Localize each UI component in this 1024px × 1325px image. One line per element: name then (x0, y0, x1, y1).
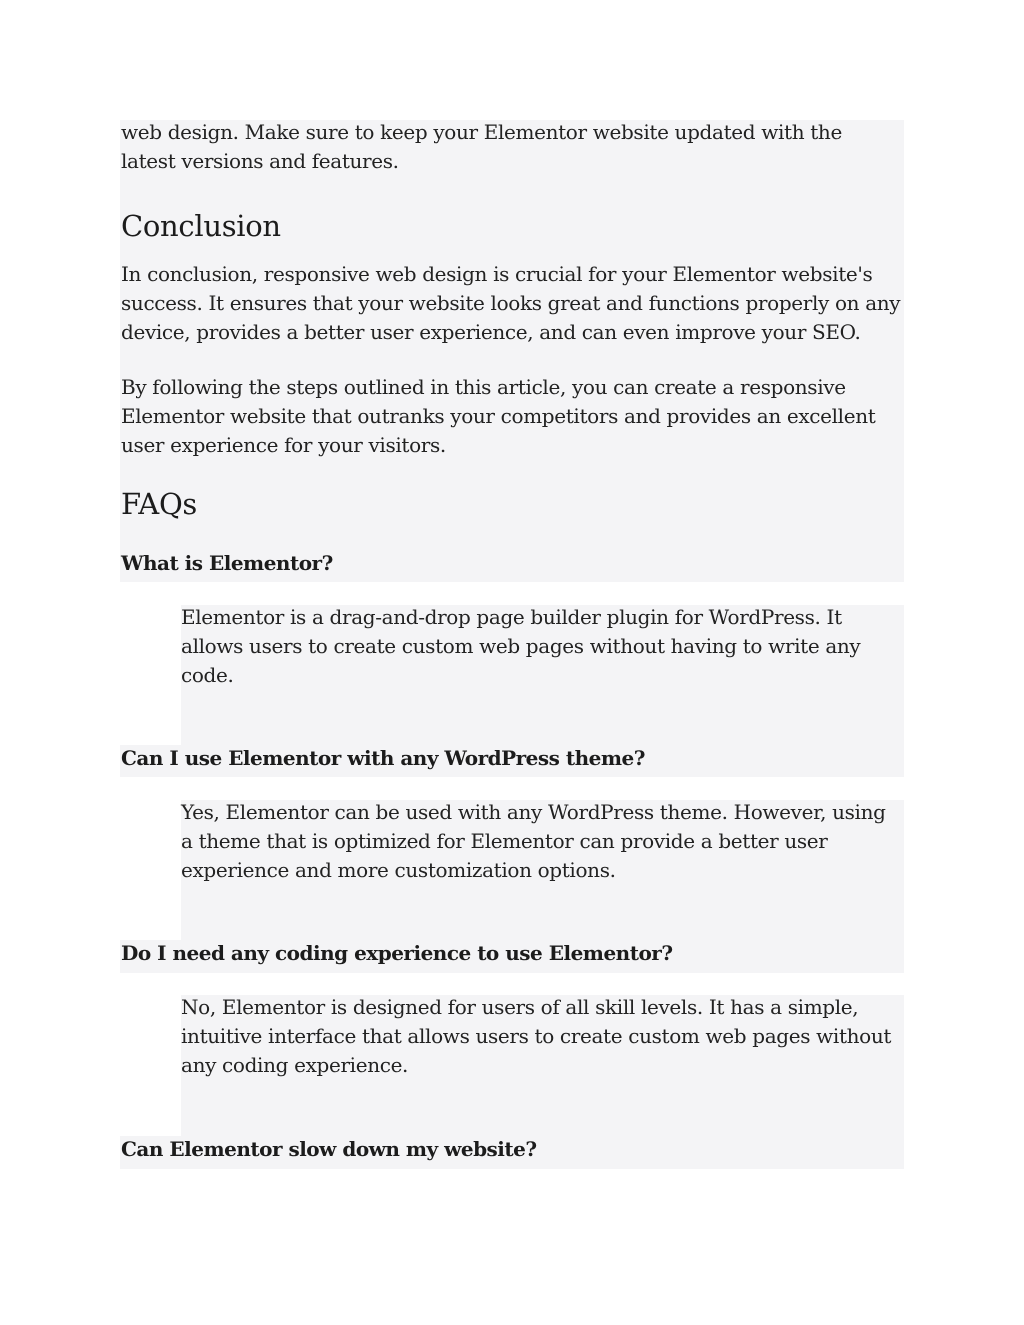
faq-question-3: Do I need any coding experience to use Elementor? (121, 941, 673, 965)
faq-answer-3: No, Elementor is designed for users of all skill levels. It has a simple, intuitive interface that allows users to create custom web pages without any coding experience. (181, 995, 892, 1077)
conclusion-heading: Conclusion (121, 209, 281, 243)
intro-paragraph: web design. Make sure to keep your Elementor website updated with the latest versions and features. (121, 120, 842, 173)
conclusion-paragraph-1: In conclusion, responsive web design is crucial for your Elementor website's success. It ensures that your website looks great and functions properly on any device, provides a better user experience, and can even improve your SEO. (121, 262, 901, 344)
faq-question-1: What is Elementor? (121, 551, 333, 575)
faq-answer-2: Yes, Elementor can be used with any WordPress theme. However, using a theme that is optimized for Elementor can provide a better user experience and more customization options. (181, 800, 886, 882)
main-content-block (120, 120, 904, 582)
faqs-heading: FAQs (121, 487, 198, 521)
conclusion-paragraph-2: By following the steps outlined in this article, you can create a responsive Elementor website that outranks your competitors and provides an excellent user experience for your visitors. (121, 375, 876, 457)
faq-question-4: Can Elementor slow down my website? (121, 1137, 537, 1161)
faq-answer-1: Elementor is a drag-and-drop page builder plugin for WordPress. It allows users to create custom web pages without having to write any code. (181, 605, 861, 687)
faq-question-2: Can I use Elementor with any WordPress theme? (121, 746, 645, 770)
